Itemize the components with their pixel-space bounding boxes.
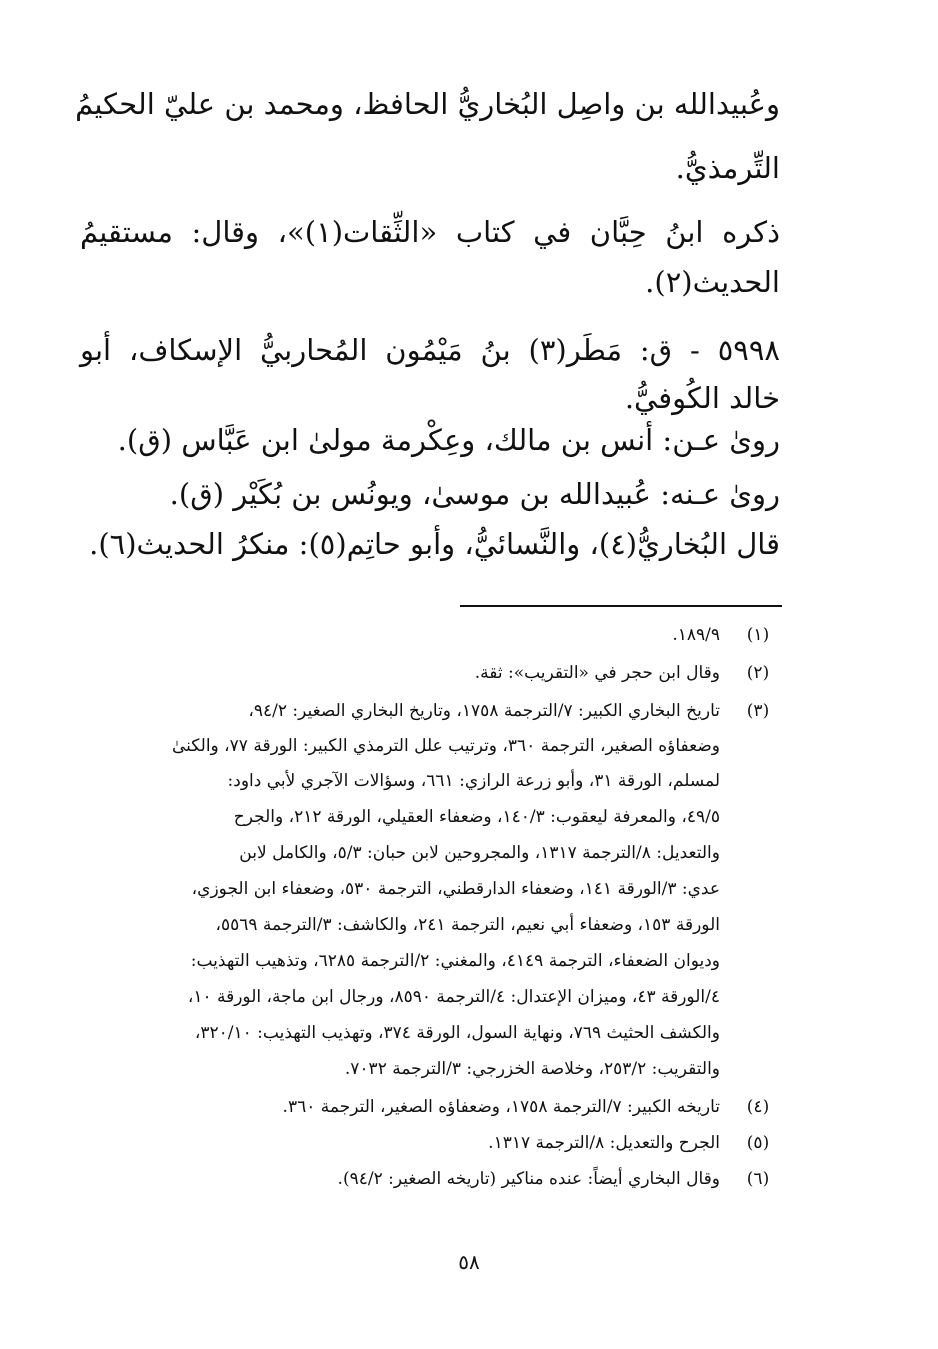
footnote-1 [80, 620, 780, 651]
main-line: الحديث(٢). [645, 265, 780, 299]
critique-line: قال البُخاريُّ(٤)، والنَّسائيُّ، وأبو حاتِم(٥): منكرُ الحديث(٦). [89, 527, 780, 561]
footnote-separator [460, 605, 782, 607]
main-line: التِّرمذيُّ. [675, 151, 780, 185]
footnote-text: ٤/الورقة ٤٣، وميزان الإعتدال: ٤/الترجمة ٨٥٩٠، ورجال ابن ماجة، الورقة ١٠، [187, 987, 720, 1007]
footnote-text: تاريخ البخاري الكبير: ٧/الترجمة ١٧٥٨، وتاريخ البخاري الصغير: ٩٤/٢، [248, 701, 720, 721]
footnote-number: (١) [746, 625, 770, 645]
footnote-number: (٦) [746, 1169, 770, 1189]
footnote-text: وديوان الضعفاء، الترجمة ٤١٤٩، والمغني: ٢/الترجمة ٦٢٨٥، وتذهيب التهذيب: [190, 951, 720, 971]
footnote-text: تاريخه الكبير: ٧/الترجمة ١٧٥٨، وضعفاؤه الصغير، الترجمة ٣٦٠. [282, 1097, 720, 1117]
narrated-from-line: روىٰ عـن: أنس بن مالك، وعِكْرمة مولىٰ ابن عَبَّاس (ق). [117, 423, 780, 457]
footnote-text: ١٨٩/٩. [672, 625, 720, 645]
footnote-text: والتعديل: ٨/الترجمة ١٣١٧، والمجروحين لابن حبان: ٥/٣، والكامل لابن [239, 843, 720, 863]
footnote-text: والتقريب: ٢٥٣/٢، وخلاصة الخزرجي: ٣/الترجمة ٧٠٣٢. [344, 1059, 720, 1079]
footnote-4 [80, 1092, 780, 1123]
footnote-text: الورقة ١٥٣، وضعفاء أبي نعيم، الترجمة ٢٤١، والكاشف: ٣/الترجمة ٥٥٦٩، [215, 915, 720, 935]
main-line: خالد الكُوفيُّ. [624, 381, 780, 415]
footnote-number: (٣) [746, 701, 770, 721]
footnote-3 [80, 696, 780, 727]
footnote-text: الجرح والتعديل: ٨/الترجمة ١٣١٧. [488, 1133, 720, 1153]
footnote-text: ٤٩/٥، والمعرفة ليعقوب: ١٤٠/٣، وضعفاء العقيلي، الورقة ٢١٢، والجرح [233, 807, 720, 827]
footnote-text: لمسلم، الورقة ٣١، وأبو زرعة الرازي: ٦٦١، وسؤالات الآجري لأبي داود: [227, 771, 720, 791]
page-number: ٥٨ [458, 1250, 480, 1274]
footnote-2 [80, 658, 780, 689]
narrated-by-line: روىٰ عـنه: عُبيدالله بن موسىٰ، ويونُس بن بُكَيْر (ق). [169, 477, 780, 511]
entry-heading: ٥٩٩٨ - ق: مَطَر(٣) بنُ مَيْمُون المُحاربيُّ الإسكاف، أبو [80, 333, 780, 367]
footnote-text: وضعفاؤه الصغير، الترجمة ٣٦٠، وترتيب علل الترمذي الكبير: الورقة ٧٧، والكنىٰ [171, 736, 720, 756]
footnote-text: عدي: ٣/الورقة ١٤١، وضعفاء الدارقطني، الترجمة ٥٣٠، وضعفاء ابن الجوزي، [191, 879, 720, 899]
footnote-number: (٢) [746, 663, 770, 683]
footnote-5 [80, 1128, 780, 1159]
footnote-text: وقال ابن حجر في «التقريب»: ثقة. [474, 663, 720, 683]
main-line: وعُبيدالله بن واصِل البُخاريُّ الحافظ، ومحمد بن عليّ الحكيمُ [75, 87, 780, 121]
footnote-6 [80, 1164, 780, 1195]
footnote-number: (٥) [746, 1133, 770, 1153]
main-line: ذكره ابنُ حِبَّان في كتاب «الثِّقات(١)»، وقال: مستقيمُ [80, 215, 780, 249]
footnote-text: وقال البخاري أيضاً: عنده مناكير (تاريخه الصغير: ٩٤/٢). [337, 1169, 720, 1189]
footnote-number: (٤) [746, 1097, 770, 1117]
footnote-text: والكشف الحثيث ٧٦٩، ونهاية السول، الورقة ٣٧٤، وتهذيب التهذيب: ٣٢٠/١٠، [194, 1023, 720, 1043]
